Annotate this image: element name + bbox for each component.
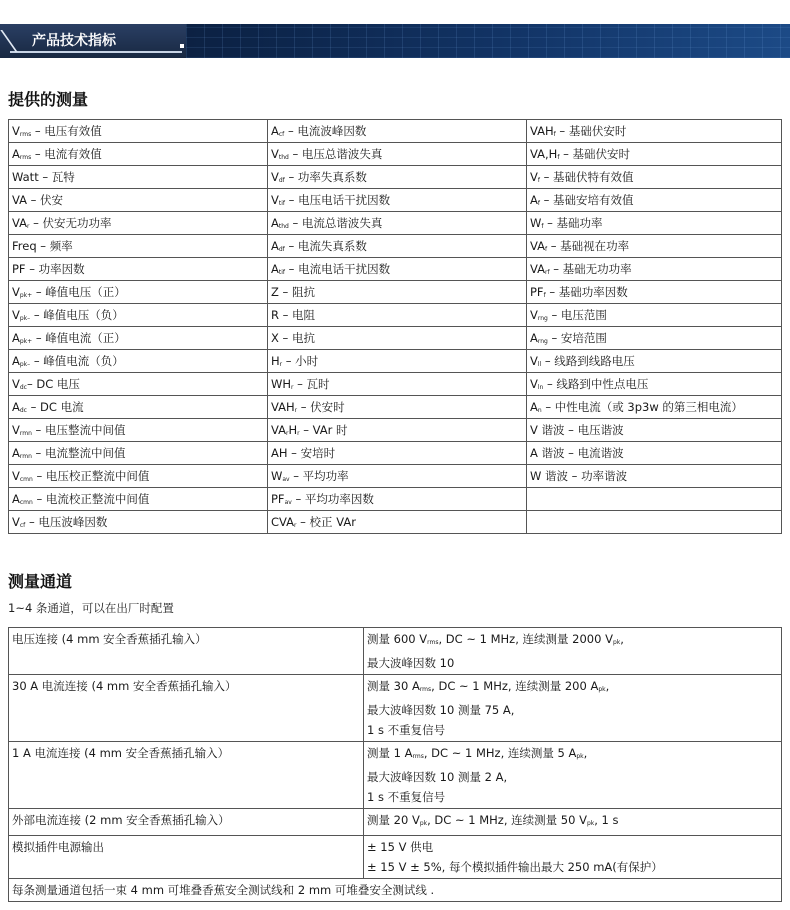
measurement-description: – 电流失真系数 — [284, 239, 367, 253]
measurement-cell — [527, 235, 782, 258]
measurement-description: – 中性电流（或 3p3w 的第三相电流） — [541, 400, 743, 414]
measurement-symbol: H — [288, 423, 298, 437]
measurement-cell — [527, 419, 782, 442]
measurement-subscript: rms — [19, 154, 32, 161]
measurement-description: – 瓦特 — [38, 170, 75, 184]
measurement-symbol: V — [12, 377, 20, 391]
measurement-description: – 峰值电流（正） — [32, 331, 126, 345]
measurement-symbol: VA,H — [530, 147, 558, 161]
measurement-description: – 小时 — [282, 354, 319, 368]
measurement-symbol: VA — [12, 216, 27, 230]
table-row — [9, 327, 782, 350]
measurement-symbol: A — [530, 400, 538, 414]
spec-text: 测量 600 V — [367, 632, 428, 646]
spec-text: 最大波峰因数 10 测量 75 A, — [367, 703, 515, 717]
measurement-cell — [268, 212, 527, 235]
measurement-symbol: A — [271, 239, 279, 253]
spec-line — [367, 857, 778, 877]
channels-table — [8, 627, 782, 902]
table-row — [9, 488, 782, 511]
table-row — [9, 628, 782, 675]
channels-heading: 测量通道 — [8, 572, 73, 591]
measurement-description: – 电压整流中间值 — [31, 423, 126, 437]
measurement-description: – 峰值电流（负） — [30, 354, 124, 368]
measurement-description: – 功率失真系数 — [284, 170, 367, 184]
spec-subscript: pk — [576, 753, 584, 760]
measurement-subscript: dc — [19, 407, 27, 414]
measurement-description: – 峰值电压（负） — [30, 308, 124, 322]
measurement-subscript: rf — [545, 269, 550, 276]
spec-line — [367, 743, 778, 767]
measurement-symbol: W — [271, 469, 283, 483]
spec-text: , DC ~ 1 MHz, 连续测量 50 V — [427, 813, 587, 827]
measurement-subscript: f — [543, 292, 546, 299]
measurement-cell — [268, 235, 527, 258]
channel-spec-cell — [364, 742, 782, 809]
table-row — [9, 189, 782, 212]
table-row — [9, 675, 782, 742]
channel-label: 30 A 电流连接 (4 mm 安全香蕉插孔输入） — [12, 679, 237, 693]
measurement-subscript: r — [294, 522, 297, 529]
measurement-subscript: ln — [537, 384, 544, 391]
measurement-symbol: Freq — [12, 239, 37, 253]
measurement-subscript: pk+ — [19, 338, 33, 345]
table-row — [9, 235, 782, 258]
measurement-subscript: cmn — [19, 476, 33, 483]
measurement-cell — [527, 212, 782, 235]
channel-label: 模拟插件电源输出 — [12, 840, 104, 854]
measurement-description: – 电流波峰因数 — [284, 124, 367, 138]
measurement-cell — [9, 258, 268, 281]
measurement-cell — [268, 143, 527, 166]
measurement-cell — [527, 373, 782, 396]
measurement-symbol: AH — [271, 446, 288, 460]
measurement-cell — [9, 166, 268, 189]
measurement-cell — [9, 465, 268, 488]
measurement-cell — [9, 327, 268, 350]
measurement-description: – VAr 时 — [299, 423, 348, 437]
measurement-symbol: V — [12, 423, 20, 437]
measurement-subscript: av — [282, 476, 290, 483]
measurement-description: – 电阻 — [279, 308, 316, 322]
measurement-symbol: A — [12, 147, 20, 161]
banner-grid-pattern — [186, 24, 790, 58]
measurement-cell — [9, 373, 268, 396]
measurement-symbol: A — [12, 400, 20, 414]
spec-line — [367, 676, 778, 700]
table-row — [9, 419, 782, 442]
measurement-subscript: r — [297, 430, 300, 437]
table-row — [9, 396, 782, 419]
spec-text: 1 s 不重复信号 — [367, 790, 446, 804]
measurement-description: – 电流校正整流中间值 — [32, 492, 150, 506]
table-row — [9, 212, 782, 235]
measurement-description: – 平均功率 — [289, 469, 349, 483]
spec-line — [367, 629, 778, 653]
measurement-cell — [268, 166, 527, 189]
measurement-description: – 伏安时 — [297, 400, 345, 414]
measurement-subscript: tif — [278, 269, 286, 276]
spec-text: , DC ~ 1 MHz, 连续测量 200 A — [431, 679, 599, 693]
measurement-subscript: f — [553, 131, 556, 138]
measurement-symbol: VA — [530, 239, 545, 253]
measurement-symbol: V — [12, 308, 20, 322]
spec-text: ± 15 V ± 5%, 每个模拟插件输出最大 250 mA(有保护） — [367, 860, 663, 874]
measurement-subscript: tif — [278, 200, 286, 207]
measurement-cell — [268, 258, 527, 281]
spec-line — [367, 700, 778, 720]
measurement-subscript: f — [545, 246, 548, 253]
measurement-description: – 电压总谐波失真 — [288, 147, 383, 161]
measurement-subscript: rmn — [19, 430, 32, 437]
measurement-description: – DC 电压 — [26, 377, 80, 391]
table-row — [9, 350, 782, 373]
channel-label: 1 A 电流连接 (4 mm 安全香蕉插孔输入） — [12, 746, 230, 760]
measurement-symbol: V — [530, 377, 538, 391]
measurement-symbol: A — [271, 124, 279, 138]
measurement-symbol: W — [530, 216, 542, 230]
spec-text: , — [583, 746, 588, 760]
measurement-subscript: df — [278, 177, 285, 184]
measurement-subscript: r — [279, 361, 283, 368]
table-row — [9, 879, 782, 902]
measurements-heading: 提供的测量 — [8, 90, 89, 109]
spec-subscript: pk — [598, 686, 606, 693]
measurement-cell — [527, 166, 782, 189]
measurement-cell — [527, 258, 782, 281]
measurement-symbol: W 谐波 — [530, 469, 569, 483]
measurement-description: – 电压电话干扰因数 — [285, 193, 391, 207]
measurement-description: – 电流电话干扰因数 — [285, 262, 391, 276]
measurement-description: – 电流谐波 — [564, 446, 624, 460]
spec-line — [367, 787, 778, 807]
measurement-subscript: f — [537, 177, 540, 184]
measurement-subscript: pk– — [19, 361, 31, 368]
measurement-subscript: r — [294, 407, 298, 414]
channel-spec-cell — [364, 809, 782, 836]
measurement-description: – 电压谐波 — [564, 423, 624, 437]
channel-label-cell — [9, 628, 364, 675]
spec-text: 最大波峰因数 10 — [367, 656, 455, 670]
spec-subscript: rms — [412, 753, 424, 760]
measurement-symbol: A — [12, 354, 20, 368]
measurement-symbol: VA — [12, 193, 27, 207]
measurement-subscript: rng — [537, 315, 548, 322]
measurement-subscript: thd — [278, 223, 289, 230]
spec-text: , DC ~ 1 MHz, 连续测量 5 A — [423, 746, 577, 760]
channel-spec-cell — [364, 628, 782, 675]
measurement-cell — [9, 488, 268, 511]
spec-subscript: pk — [612, 639, 621, 646]
measurement-description: – 线路到中性点电压 — [543, 377, 649, 391]
spec-text: , DC ~ 1 MHz, 连续测量 2000 V — [438, 632, 613, 646]
measurement-subscript: rng — [537, 338, 548, 345]
measurement-symbol: A — [530, 193, 538, 207]
measurement-description: – 安培时 — [287, 446, 336, 460]
spec-text: 最大波峰因数 10 测量 2 A, — [367, 770, 508, 784]
measurement-cell — [9, 189, 268, 212]
channel-label-cell — [9, 809, 364, 836]
spec-text: 1 s 不重复信号 — [367, 723, 446, 737]
table-row — [9, 281, 782, 304]
measurement-subscript: cmn — [19, 499, 33, 506]
measurement-symbol: VA — [271, 423, 286, 437]
measurement-cell — [9, 396, 268, 419]
table-row — [9, 120, 782, 143]
measurement-description: – 瓦时 — [293, 377, 330, 391]
measurement-description: – 基础安培有效值 — [540, 193, 634, 207]
spec-line — [367, 653, 778, 673]
spec-line — [367, 720, 778, 740]
measurement-symbol: V — [271, 147, 279, 161]
measurement-description: – 电压校正整流中间值 — [32, 469, 150, 483]
measurement-cell — [9, 212, 268, 235]
measurement-description: – 基础伏安时 — [555, 124, 627, 138]
spec-subscript: rms — [427, 639, 439, 646]
channel-spec-cell — [364, 675, 782, 742]
measurement-subscript: dc — [19, 384, 27, 391]
measurement-description: – 电流整流中间值 — [31, 446, 126, 460]
measurement-cell — [9, 143, 268, 166]
measurement-cell — [527, 396, 782, 419]
measurement-subscript: pk– — [19, 315, 31, 322]
measurement-cell — [527, 465, 782, 488]
measurement-subscript: n — [537, 407, 542, 414]
measurement-subscript: cf — [19, 522, 26, 529]
measurement-cell — [527, 304, 782, 327]
channel-label-cell — [9, 836, 364, 879]
measurement-subscript: df — [278, 246, 285, 253]
measurement-cell — [527, 488, 782, 511]
measurement-cell — [527, 143, 782, 166]
measurement-cell — [268, 120, 527, 143]
measurement-description: – 基础视在功率 — [547, 239, 630, 253]
measurement-description: – 峰值电压（正） — [32, 285, 126, 299]
measurement-symbol: A — [12, 331, 20, 345]
spec-subscript: rms — [419, 686, 432, 693]
spec-line — [367, 767, 778, 787]
measurement-symbol: Z — [271, 285, 279, 299]
table-row — [9, 836, 782, 879]
measurement-subscript: thd — [278, 154, 289, 161]
table-row — [9, 809, 782, 836]
banner-dot-icon — [180, 44, 184, 48]
measurement-description: – 电压波峰因数 — [25, 515, 108, 529]
measurement-description: – 电压范围 — [547, 308, 607, 322]
measurement-symbol: Watt — [12, 170, 39, 184]
measurement-symbol: V — [530, 308, 538, 322]
measurement-cell — [9, 442, 268, 465]
measurement-subscript: f — [537, 200, 540, 207]
measurement-symbol: CVA — [271, 515, 295, 529]
spec-text: , — [620, 632, 624, 646]
table-row — [9, 373, 782, 396]
table-row — [9, 465, 782, 488]
measurement-symbol: VAH — [530, 124, 554, 138]
measurement-description: – 电流有效值 — [31, 147, 102, 161]
table-row — [9, 442, 782, 465]
measurement-description: – 安培范围 — [547, 331, 607, 345]
measurement-description: – 伏安无功功率 — [29, 216, 112, 230]
measurement-subscript: rms — [19, 131, 32, 138]
spec-text: ± 15 V 供电 — [367, 840, 434, 854]
measurement-symbol: VA — [530, 262, 545, 276]
measurement-symbol: V — [271, 193, 279, 207]
channel-label: 电压连接 (4 mm 安全香蕉插孔输入） — [12, 632, 207, 646]
measurement-symbol: V — [530, 354, 538, 368]
measurement-cell — [9, 235, 268, 258]
table-row — [9, 511, 782, 534]
measurement-cell — [527, 120, 782, 143]
channel-label: 外部电流连接 (2 mm 安全香蕉插孔输入） — [12, 813, 230, 827]
measurement-cell — [9, 511, 268, 534]
channels-subtitle: 1~4 条通道，可以在出厂时配置 — [8, 601, 174, 615]
measurement-symbol: R — [271, 308, 279, 322]
measurement-symbol: H — [271, 354, 280, 368]
measurement-description: – 频率 — [36, 239, 73, 253]
measurement-symbol: V — [12, 515, 20, 529]
measurement-cell — [268, 396, 527, 419]
measurement-cell — [268, 465, 527, 488]
measurement-cell — [9, 281, 268, 304]
measurement-cell — [268, 281, 527, 304]
measurements-table — [8, 119, 782, 534]
measurement-description: – 基础功率 — [543, 216, 603, 230]
measurement-symbol: A — [12, 446, 20, 460]
measurement-subscript: f — [557, 154, 560, 161]
measurement-cell — [268, 511, 527, 534]
measurement-symbol: A — [271, 262, 279, 276]
measurement-subscript: pk+ — [19, 292, 33, 299]
measurement-symbol: V — [12, 124, 20, 138]
measurement-cell — [527, 189, 782, 212]
measurement-cell — [268, 350, 527, 373]
measurement-symbol: A 谐波 — [530, 446, 565, 460]
measurement-description: – 伏安 — [27, 193, 64, 207]
measurement-description: – 电抗 — [278, 331, 315, 345]
measurement-cell — [268, 327, 527, 350]
spec-subscript: pk — [419, 820, 428, 827]
spec-subscript: pk — [586, 820, 595, 827]
measurement-subscript: r — [291, 384, 294, 391]
measurement-symbol: WH — [271, 377, 292, 391]
measurement-subscript: av — [284, 499, 292, 506]
table-row — [9, 143, 782, 166]
table-row — [9, 304, 782, 327]
measurement-symbol: X — [271, 331, 279, 345]
measurement-cell — [527, 350, 782, 373]
measurement-cell — [268, 442, 527, 465]
measurement-description: – 基础无功功率 — [549, 262, 632, 276]
spec-text: 测量 30 A — [367, 679, 420, 693]
channel-label-cell — [9, 675, 364, 742]
spec-text: , — [605, 679, 610, 693]
measurement-symbol: V — [12, 469, 20, 483]
measurement-description: – DC 电流 — [26, 400, 84, 414]
measurement-subscript: rmn — [19, 453, 32, 460]
measurement-cell — [527, 511, 782, 534]
measurement-cell — [9, 350, 268, 373]
measurement-cell — [9, 120, 268, 143]
section-banner — [0, 24, 790, 58]
measurement-cell — [9, 419, 268, 442]
measurement-symbol: A — [12, 492, 20, 506]
channels-footer-cell — [9, 879, 782, 902]
measurement-symbol: A — [271, 216, 279, 230]
measurement-subscript: ll — [537, 361, 542, 368]
spec-line — [367, 810, 778, 834]
measurement-symbol: V — [12, 285, 20, 299]
measurement-subscript: f — [541, 223, 544, 230]
spec-text: , 1 s — [594, 813, 619, 827]
measurement-cell — [268, 304, 527, 327]
channels-footer: 每条测量通道包括一束 4 mm 可堆叠香蕉安全测试线和 2 mm 可堆叠安全测试线 . — [12, 883, 435, 897]
measurement-symbol: V 谐波 — [530, 423, 565, 437]
measurement-cell — [268, 373, 527, 396]
banner-title: 产品技术指标 — [32, 33, 116, 49]
spec-text: 测量 20 V — [367, 813, 420, 827]
measurement-description: – 校正 VAr — [296, 515, 356, 529]
measurement-symbol: V — [271, 170, 279, 184]
spec-line — [367, 837, 778, 857]
measurement-description: – 功率谐波 — [568, 469, 628, 483]
table-row — [9, 258, 782, 281]
measurement-subscript: r — [286, 430, 289, 437]
measurement-symbol: V — [530, 170, 538, 184]
measurement-symbol: PF — [530, 285, 544, 299]
measurement-cell — [527, 281, 782, 304]
measurement-cell — [268, 189, 527, 212]
channel-spec-cell — [364, 836, 782, 879]
measurement-cell — [527, 327, 782, 350]
measurement-symbol: PF — [12, 262, 26, 276]
measurement-cell — [9, 304, 268, 327]
measurement-cell — [268, 419, 527, 442]
measurement-description: – 阻抗 — [278, 285, 315, 299]
measurement-description: – 电压有效值 — [31, 124, 102, 138]
channel-label-cell — [9, 742, 364, 809]
measurement-subscript: r — [27, 223, 30, 230]
table-row — [9, 166, 782, 189]
measurement-description: – 平均功率因数 — [291, 492, 374, 506]
measurement-description: – 功率因数 — [25, 262, 85, 276]
measurement-description: – 线路到线路电压 — [541, 354, 635, 368]
table-row — [9, 742, 782, 809]
measurement-cell — [268, 488, 527, 511]
spec-text: 测量 1 A — [367, 746, 413, 760]
measurement-description: – 基础伏特有效值 — [540, 170, 634, 184]
measurement-description: – 基础伏安时 — [559, 147, 630, 161]
measurement-symbol: PF — [271, 492, 285, 506]
measurement-symbol: A — [530, 331, 538, 345]
measurement-description: – 基础功率因数 — [545, 285, 628, 299]
measurement-subscript: cf — [278, 131, 285, 138]
measurement-description: – 电流总谐波失真 — [288, 216, 383, 230]
measurement-symbol: VAH — [271, 400, 295, 414]
measurement-cell — [527, 442, 782, 465]
